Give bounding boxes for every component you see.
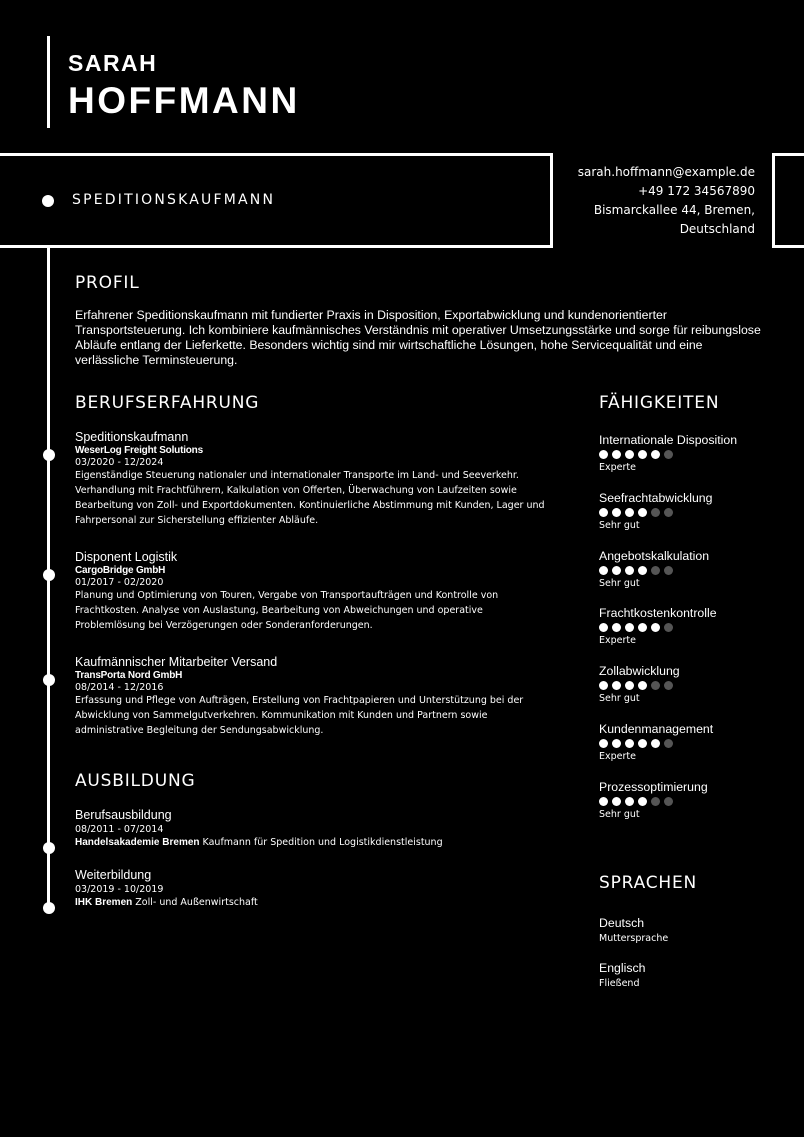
skill-rating (599, 566, 709, 575)
rating-dot-filled-icon (638, 681, 647, 690)
rating-dot-filled-icon (612, 681, 621, 690)
profile-text: Erfahrener Speditionskaufmann mit fundierter Praxis in Disposition, Exportabwicklung und kundenorientierter Transportsteuerung. Ich kombiniere kaufmännisches Verständnis mit operativer Umsetzungsstärke und sorge für reibungslose Abläufe entlang der Lieferkette. Besonders wichtig sind mir wirtschaftliche Lösungen, hohe Servicequalität und eine verlässliche Terminsteuerung. (75, 308, 761, 367)
rating-dot-filled-icon (625, 739, 634, 748)
entry-title: Weiterbildung (75, 868, 152, 882)
rating-dot-filled-icon (638, 508, 647, 517)
rating-dot-empty-icon (664, 681, 673, 690)
first-name: SARAH (68, 50, 158, 76)
entry-institution: Handelsakademie Bremen (75, 837, 200, 848)
skill-item (599, 491, 712, 531)
rating-dot-empty-icon (651, 681, 660, 690)
rating-dot-filled-icon (599, 623, 608, 632)
entry-description: Eigenständige Steuerung nationaler und internationaler Transporte im Land- und Seeverkehr. Verhandlung mit Frachtführern, Kalkulation von Offerten, Überwachung von Laufzeiten sowie Bearbeitung von Zoll- und Exportdokumenten. Kontinuierliche Abstimmung mit Kunden, Lager und Fahrpersonal zur Sicherstellung effizienter Abläufe. (75, 470, 545, 526)
skill-rating (599, 739, 713, 748)
rating-dot-filled-icon (625, 681, 634, 690)
rating-dot-filled-icon (612, 508, 621, 517)
language-level: Muttersprache (599, 933, 669, 944)
skill-item (599, 549, 709, 589)
rating-dot-filled-icon (638, 450, 647, 459)
language-item (599, 916, 668, 944)
entry-dates: 03/2020 - 12/2024 (75, 457, 164, 468)
entry-institution-line (75, 897, 258, 908)
skill-level: Sehr gut (599, 808, 640, 820)
skill-name: Seefrachtabwicklung (599, 490, 713, 505)
rating-dot-empty-icon (651, 797, 660, 806)
rating-dot-filled-icon (638, 739, 647, 748)
rating-dot-filled-icon (599, 450, 608, 459)
contact-phone[interactable]: +49 172 34567890 (638, 184, 755, 198)
skill-item (599, 722, 713, 762)
rating-dot-empty-icon (651, 566, 660, 575)
skill-name: Prozessoptimierung (599, 779, 708, 794)
rating-dot-empty-icon (664, 566, 673, 575)
rating-dot-empty-icon (664, 739, 673, 748)
language-item (599, 961, 645, 989)
rating-dot-filled-icon (599, 508, 608, 517)
entry-title: Kaufmännischer Mitarbeiter Versand (75, 655, 278, 669)
entry-detail: Kaufmann für Spedition und Logistikdienstleistung (202, 837, 443, 848)
rating-dot-filled-icon (638, 566, 647, 575)
skill-item (599, 433, 737, 473)
skill-item (599, 606, 717, 646)
languages-heading: SPRACHEN (599, 873, 698, 893)
rating-dot-empty-icon (664, 623, 673, 632)
entry-dates: 08/2014 - 12/2016 (75, 682, 164, 693)
skill-name: Frachtkostenkontrolle (599, 606, 717, 621)
rating-dot-filled-icon (651, 623, 660, 632)
entry-title: Disponent Logistik (75, 550, 178, 564)
skill-level: Experte (599, 635, 636, 647)
name-accent-bar (47, 36, 50, 128)
rating-dot-filled-icon (625, 508, 634, 517)
timeline-dot-icon (43, 902, 55, 914)
rating-dot-empty-icon (664, 797, 673, 806)
contact-address-line2: Deutschland (679, 222, 755, 236)
rating-dot-filled-icon (625, 623, 634, 632)
contact-block (555, 163, 755, 239)
entry-title: Berufsausbildung (75, 808, 172, 822)
rating-dot-filled-icon (612, 566, 621, 575)
contact-address-line1: Bismarckallee 44, Bremen, (593, 203, 755, 217)
rating-dot-empty-icon (651, 508, 660, 517)
entry-institution-line (75, 837, 443, 848)
experience-entry (75, 655, 555, 738)
rating-dot-filled-icon (651, 450, 660, 459)
skill-rating (599, 450, 737, 459)
skill-item (599, 664, 680, 704)
skill-rating (599, 508, 712, 517)
entry-institution: IHK Bremen (75, 897, 133, 908)
education-entry (75, 868, 258, 908)
rating-dot-filled-icon (612, 450, 621, 459)
entry-description: Planung und Optimierung von Touren, Vergabe von Transportaufträgen und Kontrolle von Frachtkosten. Analyse von Auslastung, Bearbeitung von Abweichungen und operative Problemlösung bei Verzögerungen oder Sonderanforderungen. (75, 590, 499, 631)
timeline-dot-icon (43, 569, 55, 581)
entry-dates: 03/2019 - 10/2019 (75, 884, 164, 895)
rating-dot-filled-icon (651, 739, 660, 748)
skill-level: Sehr gut (599, 693, 640, 705)
job-title: SPEDITIONSKAUFMANN (72, 192, 276, 208)
skill-rating (599, 681, 680, 690)
rating-dot-empty-icon (664, 508, 673, 517)
skill-level: Experte (599, 462, 636, 473)
entry-company: TransPorta Nord GmbH (75, 670, 183, 681)
education-heading: AUSBILDUNG (75, 771, 196, 791)
rating-dot-filled-icon (625, 450, 634, 459)
entry-company: WeserLog Freight Solutions (75, 445, 203, 456)
rating-dot-filled-icon (599, 566, 608, 575)
skill-level: Experte (599, 751, 636, 762)
skill-name: Zollabwicklung (599, 664, 680, 679)
language-name: Deutsch (599, 916, 645, 930)
rating-dot-filled-icon (638, 623, 647, 632)
timeline-dot-icon (43, 842, 55, 854)
experience-heading: BERUFSERFAHRUNG (75, 393, 260, 413)
rating-dot-empty-icon (664, 450, 673, 459)
entry-dates: 01/2017 - 02/2020 (75, 577, 164, 588)
entry-dates: 08/2011 - 07/2014 (75, 824, 164, 835)
skill-item (599, 780, 708, 820)
rating-dot-filled-icon (625, 797, 634, 806)
timeline-dot-icon (43, 674, 55, 686)
skills-heading: FÄHIGKEITEN (599, 393, 720, 413)
skill-rating (599, 623, 717, 632)
experience-entry (75, 550, 555, 633)
entry-description: Erfassung und Pflege von Aufträgen, Erstellung von Frachtpapieren und Unterstützung bei der Abwicklung von Sammelgutverkehren. Kommunikation mit Kunden und Partnern sowie administrative Begleitung der Sendungsabwicklung. (75, 695, 524, 736)
skill-name: Internationale Disposition (599, 433, 738, 447)
rating-dot-filled-icon (599, 739, 608, 748)
language-name: Englisch (599, 961, 646, 975)
skill-level: Sehr gut (599, 577, 640, 589)
rating-dot-filled-icon (599, 681, 608, 690)
contact-email[interactable]: sarah.hoffmann@example.de (577, 165, 755, 179)
entry-title: Speditionskaufmann (75, 430, 189, 444)
experience-entry (75, 430, 555, 528)
education-entry (75, 808, 443, 848)
rating-dot-filled-icon (599, 797, 608, 806)
skill-name: Angebotskalkulation (599, 548, 710, 563)
contact-box-edge (772, 153, 804, 248)
skill-name: Kundenmanagement (599, 722, 714, 736)
skill-level: Sehr gut (599, 519, 640, 531)
timeline-dot-icon (43, 449, 55, 461)
skill-rating (599, 797, 708, 806)
entry-detail: Zoll- und Außenwirtschaft (135, 897, 258, 908)
profile-heading: PROFIL (75, 273, 140, 293)
last-name: HOFFMANN (68, 80, 300, 121)
rating-dot-filled-icon (612, 623, 621, 632)
rating-dot-filled-icon (625, 566, 634, 575)
entry-company: CargoBridge GmbH (75, 565, 166, 576)
rating-dot-filled-icon (638, 797, 647, 806)
rating-dot-filled-icon (612, 797, 621, 806)
rating-dot-filled-icon (612, 739, 621, 748)
language-level: Fließend (599, 978, 640, 989)
job-title-dot-icon (42, 195, 54, 207)
